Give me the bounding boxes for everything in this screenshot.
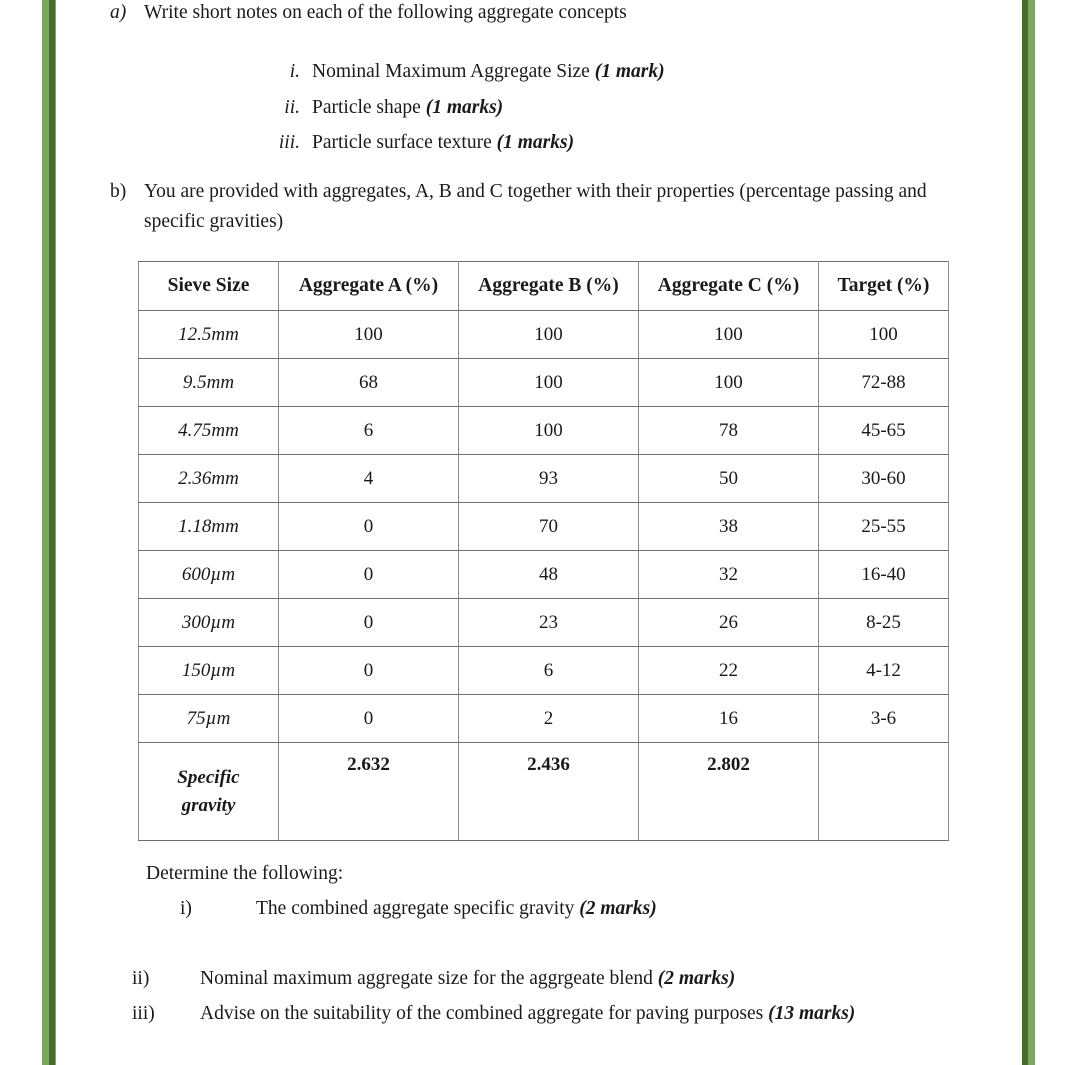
column-header-aggregate-b: Aggregate B (%) (459, 262, 639, 311)
column-header-target: Target (%) (819, 262, 949, 311)
determine-item-i-number: i) (180, 898, 192, 920)
cell-specific-gravity-b: 2.436 (459, 743, 639, 841)
column-header-sieve-size: Sieve Size (139, 262, 279, 311)
tail-item-ii-label: Nominal maximum aggregate size for the aggrgeate blend (200, 968, 653, 990)
part-a-text: Write short notes on each of the following aggregate concepts (144, 2, 627, 23)
cell-sieve-size: 150µm (139, 647, 279, 695)
roman-item-i-marks: (1 mark) (594, 61, 665, 83)
roman-item-i-text (312, 54, 960, 89)
aggregate-gradation-table (138, 261, 949, 841)
cell-target: 30-60 (819, 455, 949, 503)
list-item (132, 962, 960, 997)
list-item (110, 54, 960, 89)
determine-lead-text: Determine the following: (146, 863, 344, 885)
cell-target: 3-6 (819, 695, 949, 743)
list-item (110, 90, 960, 125)
tail-item-iii-text (200, 997, 960, 1032)
tail-item-iii-marks: (13 marks) (768, 1003, 856, 1024)
tail-item-ii-text (200, 962, 960, 997)
part-a-marker: a) (110, 2, 127, 23)
question-part-a (110, 0, 960, 28)
table-row (139, 455, 949, 503)
cell-aggregate-c: 32 (639, 551, 819, 599)
cell-aggregate-b: 48 (459, 551, 639, 599)
column-header-aggregate-c: Aggregate C (%) (639, 262, 819, 311)
cell-aggregate-c: 100 (639, 311, 819, 359)
cell-aggregate-a: 6 (279, 407, 459, 455)
table-row (139, 359, 949, 407)
cell-aggregate-b: 100 (459, 407, 639, 455)
question-content (110, 0, 960, 1032)
cell-aggregate-a: 0 (279, 503, 459, 551)
cell-aggregate-b: 93 (459, 455, 639, 503)
cell-aggregate-c: 78 (639, 407, 819, 455)
table-row-specific-gravity (139, 743, 949, 841)
list-item (132, 997, 960, 1032)
cell-sieve-size: 600µm (139, 551, 279, 599)
table-header-row (139, 262, 949, 311)
tail-items-block (132, 962, 960, 1031)
cell-aggregate-b: 6 (459, 647, 639, 695)
determine-item-i-label: The combined aggregate specific gravity (256, 898, 575, 920)
table-row (139, 503, 949, 551)
cell-sieve-size: 2.36mm (139, 455, 279, 503)
table-row (139, 695, 949, 743)
column-header-aggregate-a: Aggregate A (%) (279, 262, 459, 311)
list-item (180, 893, 960, 924)
cell-aggregate-c: 16 (639, 695, 819, 743)
table-row (139, 599, 949, 647)
cell-aggregate-a: 0 (279, 599, 459, 647)
cell-aggregate-b: 2 (459, 695, 639, 743)
left-green-margin-bar (42, 0, 56, 1065)
roman-item-ii-marks: (1 marks) (425, 96, 504, 118)
sg-label-line1: Specific (177, 767, 240, 789)
cell-specific-gravity-target (819, 743, 949, 841)
tail-item-ii-marks: (2 marks) (657, 968, 736, 990)
roman-item-iii-text (312, 125, 960, 160)
roman-item-ii-label: Particle shape (312, 96, 421, 118)
aggregate-concepts-list (110, 54, 960, 160)
tail-item-iii-label: Advise on the suitability of the combined aggregate for paving purposes (200, 1003, 764, 1024)
sg-label-line2: gravity (181, 794, 236, 816)
cell-target: 16-40 (819, 551, 949, 599)
cell-sieve-size: 9.5mm (139, 359, 279, 407)
cell-specific-gravity-label (139, 743, 279, 841)
determine-item-i-text (256, 893, 960, 924)
cell-target: 100 (819, 311, 949, 359)
part-b-marker: b) (110, 180, 127, 202)
cell-target: 8-25 (819, 599, 949, 647)
question-part-b (110, 177, 960, 237)
cell-sieve-size: 300µm (139, 599, 279, 647)
right-green-dark-band (1022, 0, 1028, 1065)
roman-item-iii-marks: (1 marks) (496, 132, 575, 154)
cell-target: 25-55 (819, 503, 949, 551)
tail-item-iii-number: iii) (132, 1003, 155, 1024)
roman-item-iii-label: Particle surface texture (312, 132, 492, 154)
aggregate-table-wrapper (138, 261, 948, 841)
cell-aggregate-c: 50 (639, 455, 819, 503)
cell-aggregate-c: 26 (639, 599, 819, 647)
roman-item-ii-text (312, 90, 960, 125)
cell-sieve-size: 12.5mm (139, 311, 279, 359)
roman-numeral-ii: ii. (284, 96, 300, 118)
determine-item-i-marks: (2 marks) (579, 898, 657, 920)
cell-aggregate-a: 0 (279, 695, 459, 743)
cell-aggregate-a: 0 (279, 647, 459, 695)
roman-numeral-i: i. (289, 61, 300, 83)
cell-sieve-size: 1.18mm (139, 503, 279, 551)
cell-specific-gravity-a: 2.632 (279, 743, 459, 841)
table-row (139, 551, 949, 599)
table-row (139, 647, 949, 695)
cell-aggregate-a: 100 (279, 311, 459, 359)
right-green-margin-bar (1022, 0, 1035, 1065)
cell-target: 45-65 (819, 407, 949, 455)
cell-sieve-size: 4.75mm (139, 407, 279, 455)
cell-aggregate-a: 68 (279, 359, 459, 407)
cell-aggregate-a: 0 (279, 551, 459, 599)
determine-block (146, 863, 960, 924)
roman-numeral-iii: iii. (278, 132, 300, 154)
cell-aggregate-b: 70 (459, 503, 639, 551)
cell-specific-gravity-c: 2.802 (639, 743, 819, 841)
cell-aggregate-c: 100 (639, 359, 819, 407)
cell-aggregate-b: 100 (459, 359, 639, 407)
roman-item-i-label: Nominal Maximum Aggregate Size (312, 61, 590, 83)
cell-aggregate-b: 23 (459, 599, 639, 647)
table-row (139, 407, 949, 455)
cell-sieve-size: 75µm (139, 695, 279, 743)
left-green-dark-band (49, 0, 55, 1065)
tail-item-ii-number: ii) (132, 968, 150, 990)
cell-aggregate-c: 38 (639, 503, 819, 551)
table-row (139, 311, 949, 359)
cell-aggregate-a: 4 (279, 455, 459, 503)
list-item (110, 125, 960, 160)
cell-aggregate-c: 22 (639, 647, 819, 695)
part-b-text: You are provided with aggregates, A, B and C together with their properties (percentage passing and specific gravities) (144, 180, 927, 232)
cell-aggregate-b: 100 (459, 311, 639, 359)
cell-target: 4-12 (819, 647, 949, 695)
cell-target: 72-88 (819, 359, 949, 407)
